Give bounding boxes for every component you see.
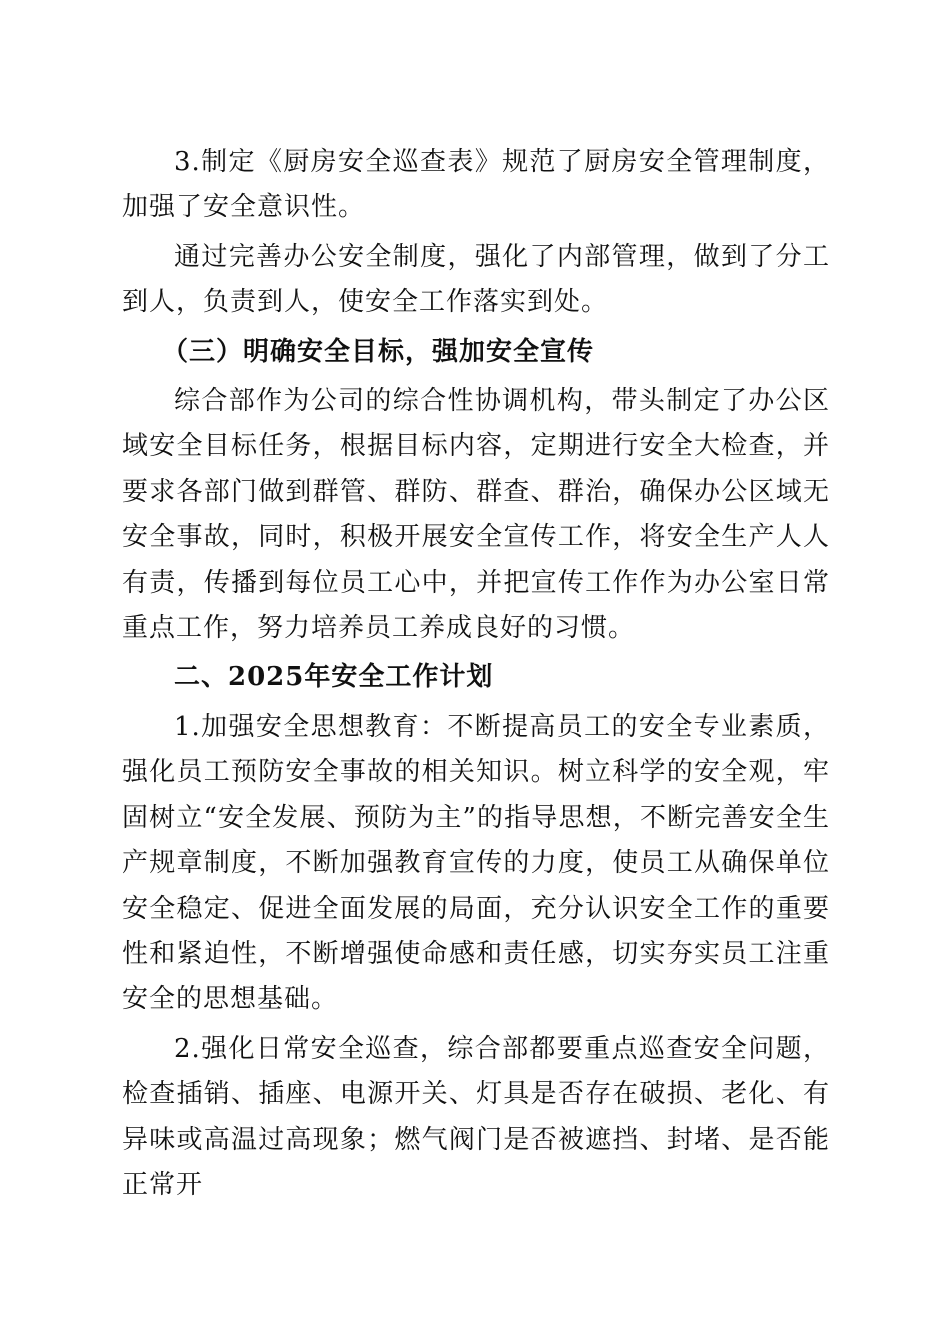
document-body — [122, 140, 830, 1208]
paragraph-safety-goals: 综合部作为公司的综合性协调机构，带头制定了办公区域安全目标任务，根据目标内容，定期进行安全大检查，并要求各部门做到群管、群防、群查、群治，确保办公区域无安全事故，同时，积极开展安全宣传工作，将安全生产人人有责，传播到每位员工心中，并把宣传工作作为办公室日常重点工作，努力培养员工养成良好的习惯。 — [122, 386, 830, 644]
section-heading-2025-plan: 二、2025年安全工作计划 — [174, 662, 494, 693]
paragraph-daily-inspection: 2.强化日常安全巡查，综合部都要重点巡查安全问题，检查插销、插座、电源开关、灯具是否存在破损、老化、有异味或高温过高现象；燃气阀门是否被遮挡、封堵、是否能正常开 — [122, 1033, 830, 1200]
paragraph-safety-education: 1.加强安全思想教育：不断提高员工的安全专业素质，强化员工预防安全事故的相关知识。树立科学的安全观，牢固树立“安全发展、预防为主”的指导思想，不断完善安全生产规章制度，不断加强教育宣传的力度，使员工从确保单位安全稳定、促进全面发展的局面，充分认识安全工作的重要性和紧迫性，不断增强使命感和责任感，切实夯实员工注重安全的思想基础。 — [122, 711, 830, 1015]
paragraph-office-safety-system: 通过完善办公安全制度，强化了内部管理，做到了分工到人，负责到人，使安全工作落实到处。 — [122, 241, 830, 318]
paragraph-kitchen-inspection: 3.制定《厨房安全巡查表》规范了厨房安全管理制度，加强了安全意识性。 — [122, 147, 830, 223]
section-heading-safety-goals: （三）明确安全目标，强加安全宣传 — [162, 336, 595, 367]
